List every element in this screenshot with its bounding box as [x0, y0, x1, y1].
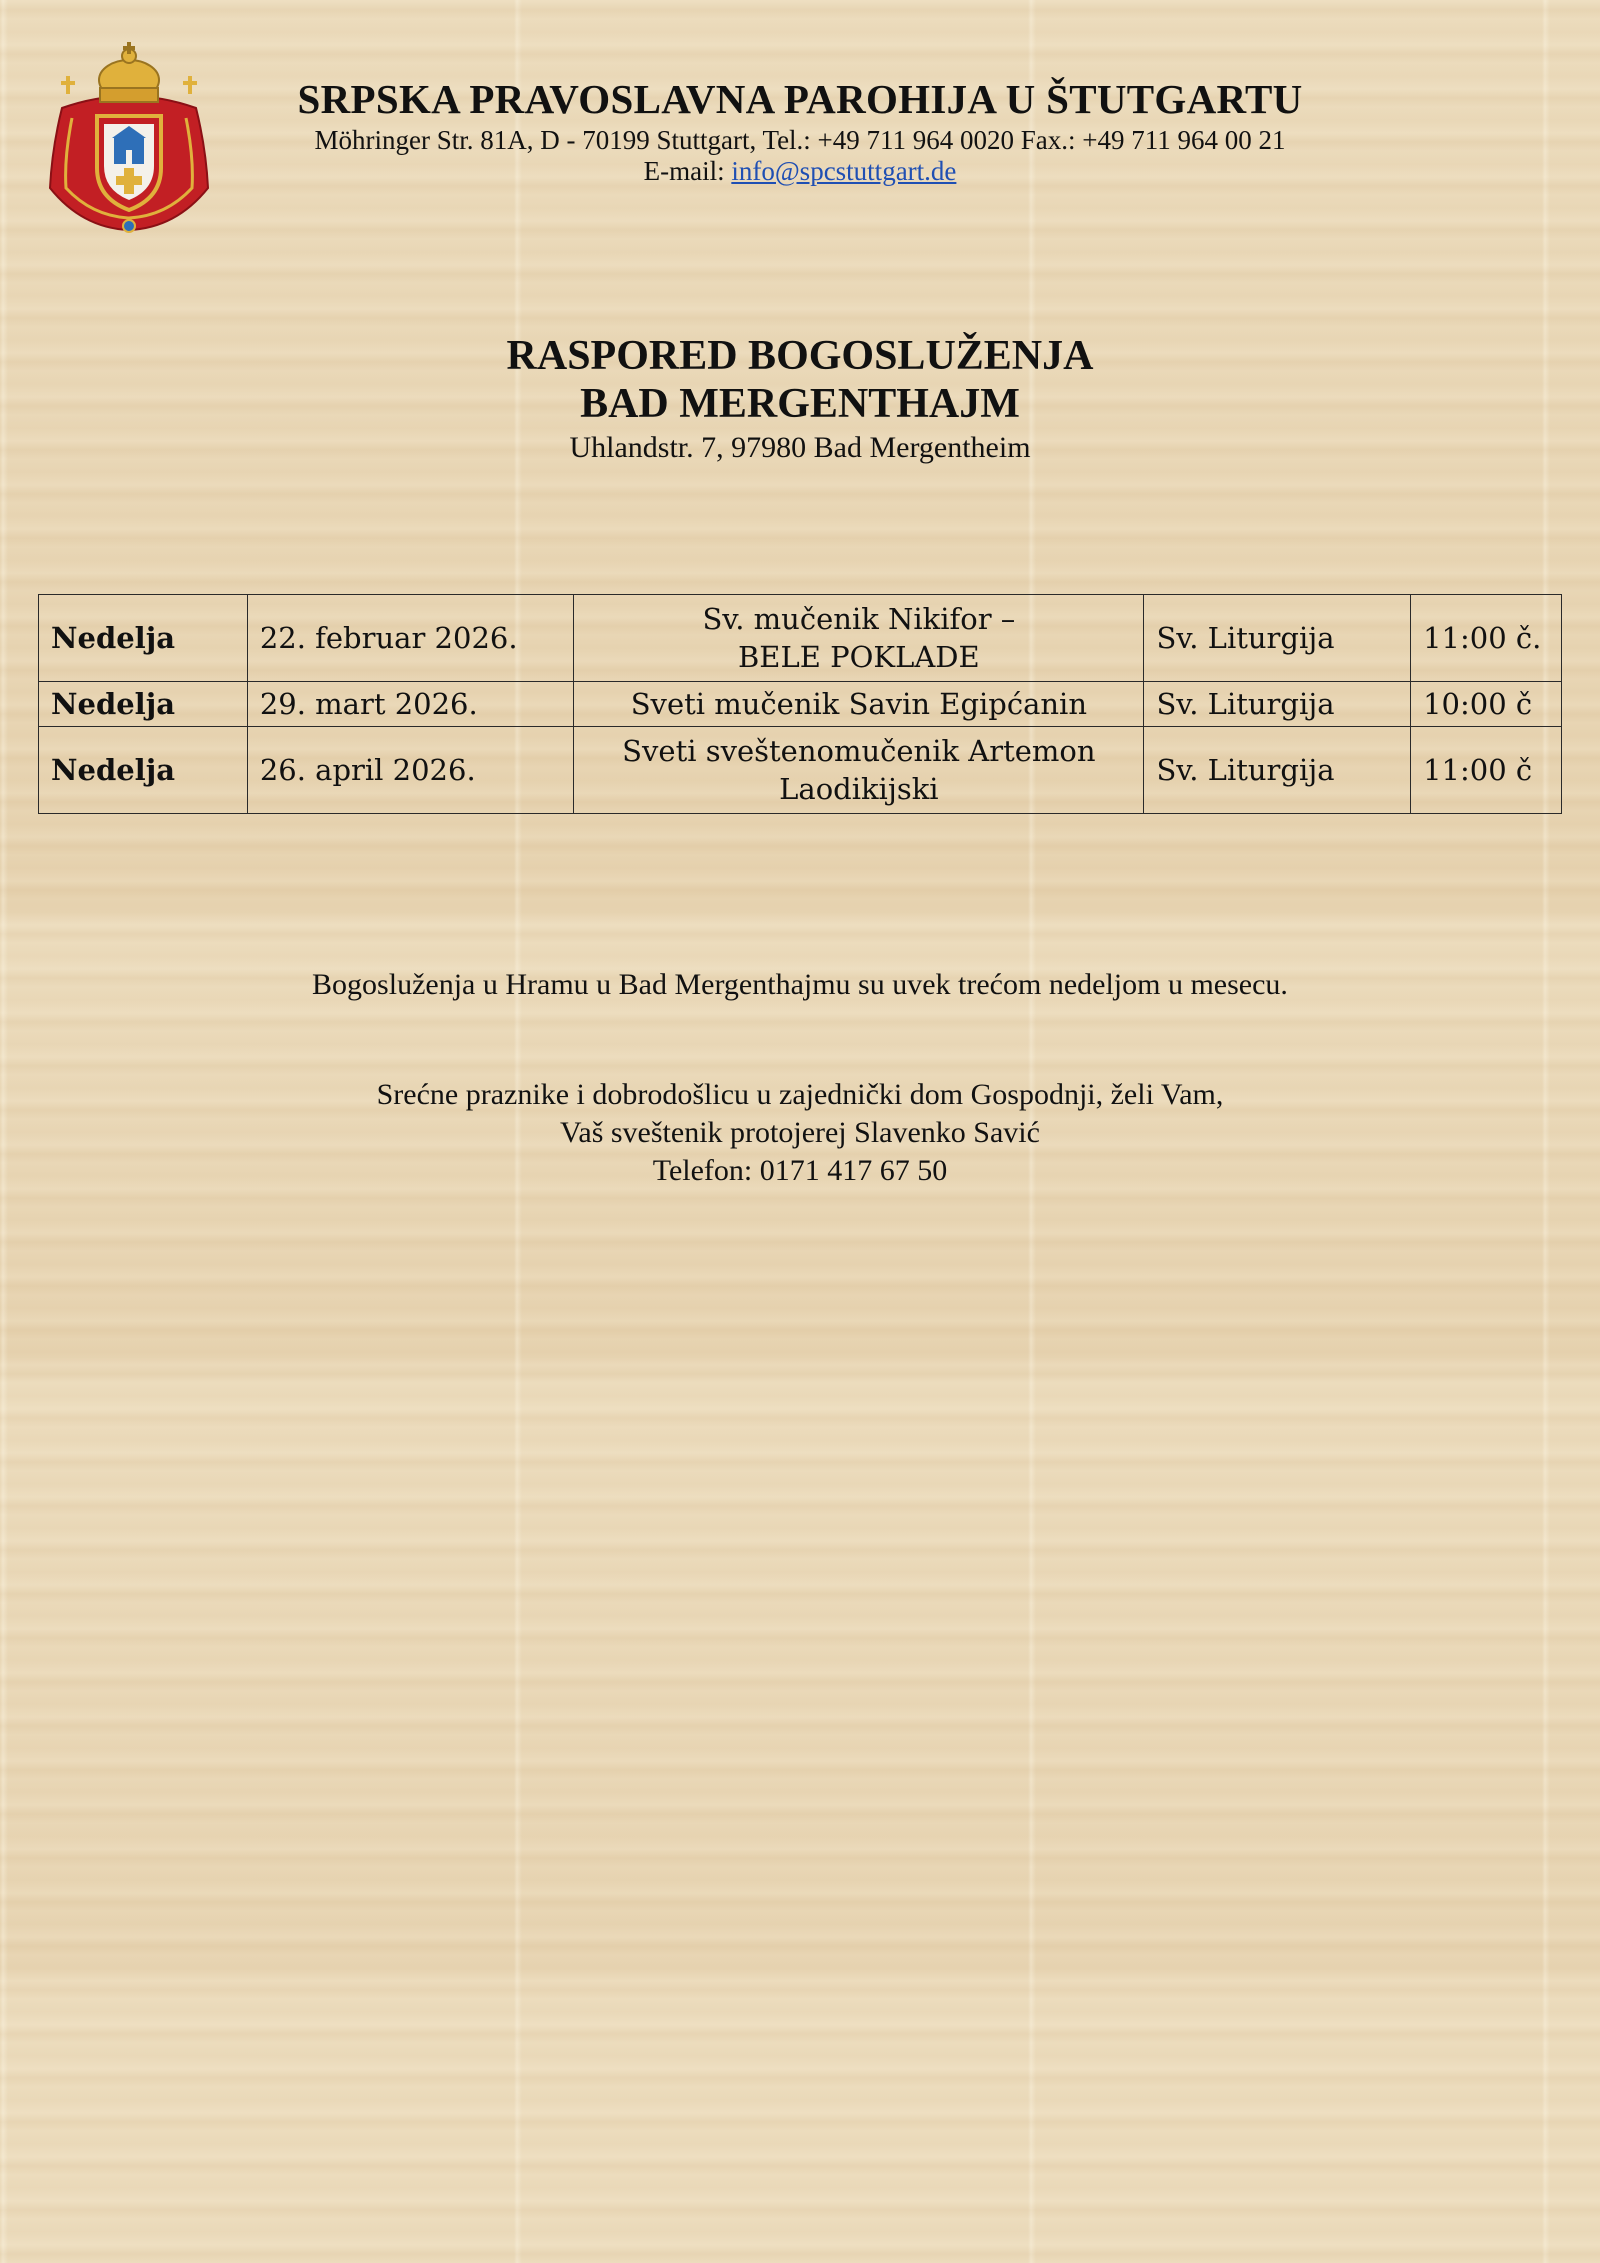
parish-title: SRPSKA PRAVOSLAVNA PAROHIJA U ŠTUTGARTU: [297, 76, 1303, 122]
day-cell: Nedelja: [39, 682, 248, 727]
schedule-location-title: BAD MERGENTHAJM: [580, 381, 1020, 427]
schedule-title: RASPORED BOGOSLUŽENJA: [506, 333, 1094, 379]
service-cell: Sv. Liturgija: [1144, 727, 1411, 814]
table-row: [39, 682, 1562, 727]
priest-signature: Vaš sveštenik protojerej Slavenko Savić: [560, 1116, 1040, 1149]
description-line: Laodikijski: [779, 772, 939, 806]
schedule-table: [38, 594, 1562, 814]
time-cell: 11:00 č.: [1411, 595, 1562, 682]
date-cell: 22. februar 2026.: [247, 595, 573, 682]
church-address: Uhlandstr. 7, 97980 Bad Mergentheim: [569, 431, 1031, 464]
table-row: [39, 727, 1562, 814]
description-cell: [574, 727, 1144, 814]
table-row: [39, 595, 1562, 682]
time-cell: 10:00 č: [1411, 682, 1562, 727]
date-cell: 29. mart 2026.: [247, 682, 573, 727]
parish-address: Möhringer Str. 81A, D - 70199 Stuttgart, Tel.: +49 711 964 0020 Fax.: +49 711 964 00 21: [314, 125, 1286, 155]
description-line: BELE POKLADE: [738, 640, 980, 674]
description-line: Sveti mučenik Savin Egipćanin: [630, 687, 1088, 721]
day-cell: Nedelja: [39, 595, 248, 682]
priest-phone: Telefon: 0171 417 67 50: [652, 1154, 948, 1187]
description-cell: [574, 595, 1144, 682]
description-line: Sveti sveštenomučenik Artemon: [622, 734, 1096, 768]
email-label: E-mail:: [643, 156, 732, 186]
time-cell: 11:00 č: [1411, 727, 1562, 814]
description-cell: [574, 682, 1144, 727]
description-line: Sv. mučenik Nikifor –: [702, 602, 1016, 636]
greeting-line: Srećne praznike i dobrodošlicu u zajednički dom Gospodnji, želi Vam,: [376, 1078, 1224, 1111]
parish-email-line: [0, 155, 1600, 187]
day-cell: Nedelja: [39, 727, 248, 814]
service-cell: Sv. Liturgija: [1144, 595, 1411, 682]
service-cell: Sv. Liturgija: [1144, 682, 1411, 727]
date-cell: 26. april 2026.: [247, 727, 573, 814]
schedule-note: Bogosluženja u Hramu u Bad Mergenthajmu su uvek trećom nedeljom u mesecu.: [312, 968, 1288, 1001]
email-link[interactable]: info@spcstuttgart.de: [731, 156, 957, 186]
